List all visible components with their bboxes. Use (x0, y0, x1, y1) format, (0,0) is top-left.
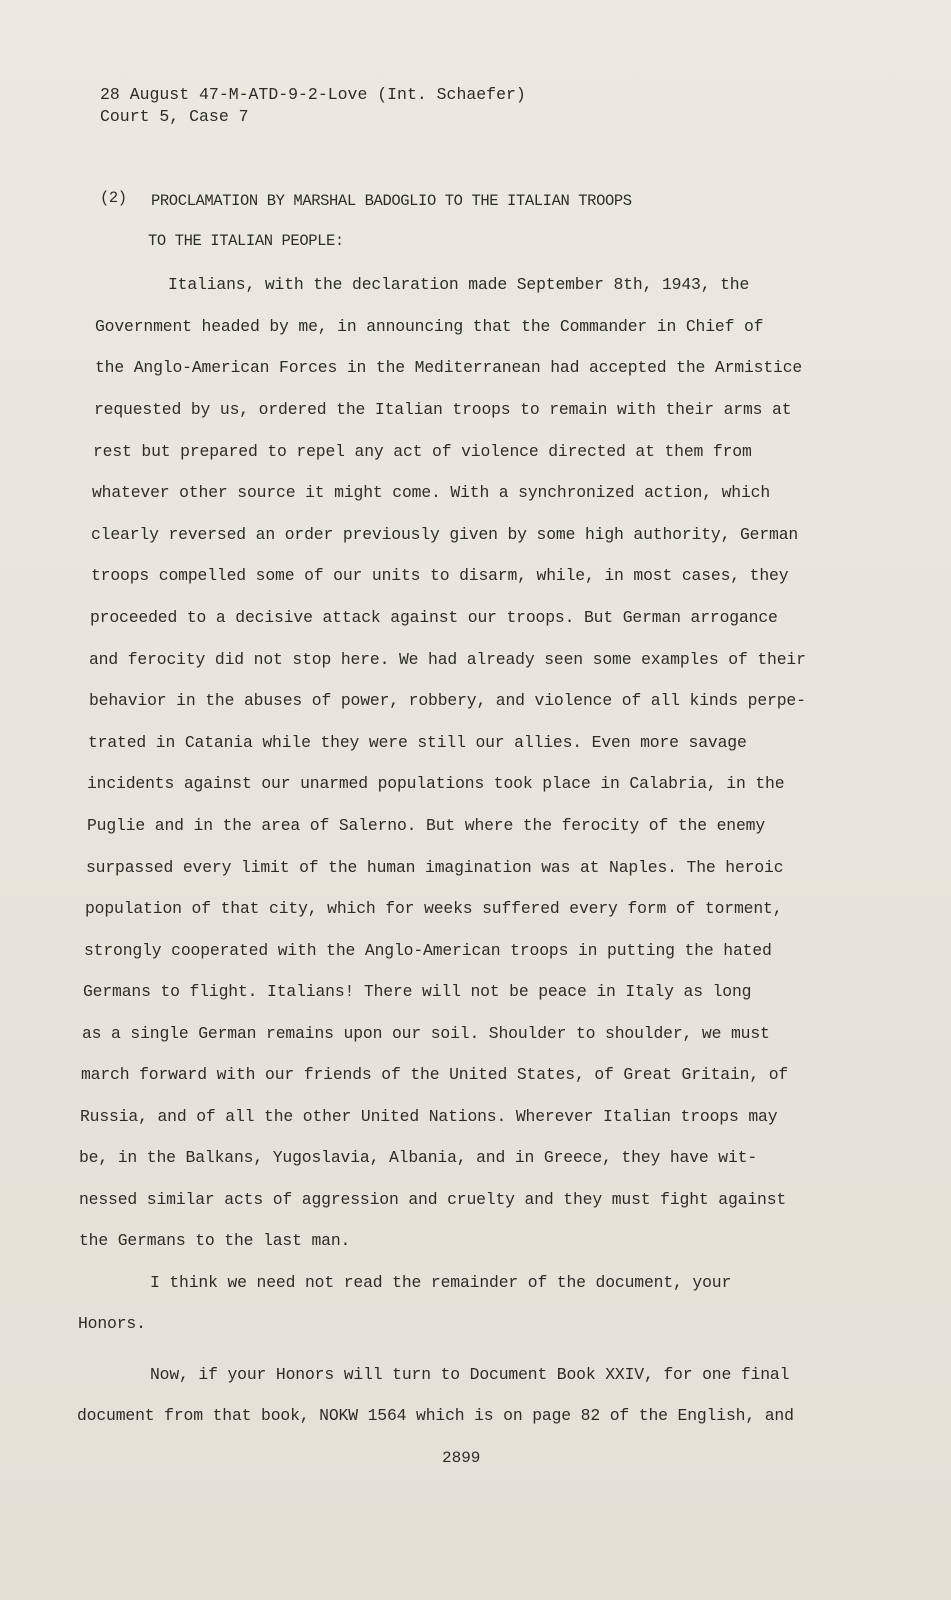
document-header (100, 84, 526, 128)
body-line: incidents against our unarmed populations took place in Calabria, in the (87, 774, 785, 793)
body-line: Italians, with the declaration made September 8th, 1943, the (168, 275, 750, 294)
body-line: Russia, and of all the other United Nations. Wherever Italian troops may (80, 1107, 778, 1126)
header-court-line: Court 5, Case 7 (100, 107, 249, 126)
body-line: proceeded to a decisive attack against our troops. But German arrogance (90, 608, 778, 627)
body-line: Honors. (78, 1314, 146, 1333)
body-line: the Anglo-American Forces in the Mediterranean had accepted the Armistice (95, 358, 803, 377)
body-line: troops compelled some of our units to disarm, while, in most cases, they (91, 566, 789, 585)
body-line: Government headed by me, in announcing that the Commander in Chief of (95, 317, 764, 336)
body-line: requested by us, ordered the Italian troops to remain with their arms at (94, 400, 792, 419)
body-line: document from that book, NOKW 1564 which is on page 82 of the English, and (77, 1406, 794, 1425)
body-line: surpassed every limit of the human imagination was at Naples. The heroic (86, 858, 784, 877)
body-line: and ferocity did not stop here. We had already seen some examples of their (89, 650, 806, 669)
body-line: as a single German remains upon our soil. Shoulder to shoulder, we must (82, 1024, 770, 1043)
body-line: Now, if your Honors will turn to Document Book XXIV, for one final (150, 1365, 790, 1384)
body-line: be, in the Balkans, Yugoslavia, Albania, and in Greece, they have wit- (79, 1148, 758, 1167)
section-number: (2) (100, 189, 127, 207)
body-line: behavior in the abuses of power, robbery, and violence of all kinds perpe- (89, 691, 806, 710)
page-number: 2899 (442, 1449, 481, 1467)
body-line: trated in Catania while they were still our allies. Even more savage (88, 733, 747, 752)
body-line: strongly cooperated with the Anglo-American troops in putting the hated (84, 941, 772, 960)
body-line: clearly reversed an order previously given by some high authority, German (91, 525, 799, 544)
body-line: population of that city, which for weeks suffered every form of torment, (85, 899, 783, 918)
body-line: whatever other source it might come. With a synchronized action, which (92, 483, 771, 502)
section-subtitle: TO THE ITALIAN PEOPLE: (148, 232, 344, 250)
body-line: nessed similar acts of aggression and cruelty and they must fight against (79, 1190, 787, 1209)
body-line: I think we need not read the remainder of the document, your (150, 1273, 732, 1292)
body-line: rest but prepared to repel any act of violence directed at them from (93, 442, 752, 461)
section-title: PROCLAMATION BY MARSHAL BADOGLIO TO THE ITALIAN TROOPS (151, 192, 632, 210)
body-line: Puglie and in the area of Salerno. But where the ferocity of the enemy (87, 816, 766, 835)
header-session-line: 28 August 47-M-ATD-9-2-Love (Int. Schaefer) (100, 85, 526, 104)
body-line: march forward with our friends of the United States, of Great Gritain, of (81, 1065, 789, 1084)
body-line: Germans to flight. Italians! There will not be peace in Italy as long (83, 982, 752, 1001)
body-line: the Germans to the last man. (79, 1231, 351, 1250)
